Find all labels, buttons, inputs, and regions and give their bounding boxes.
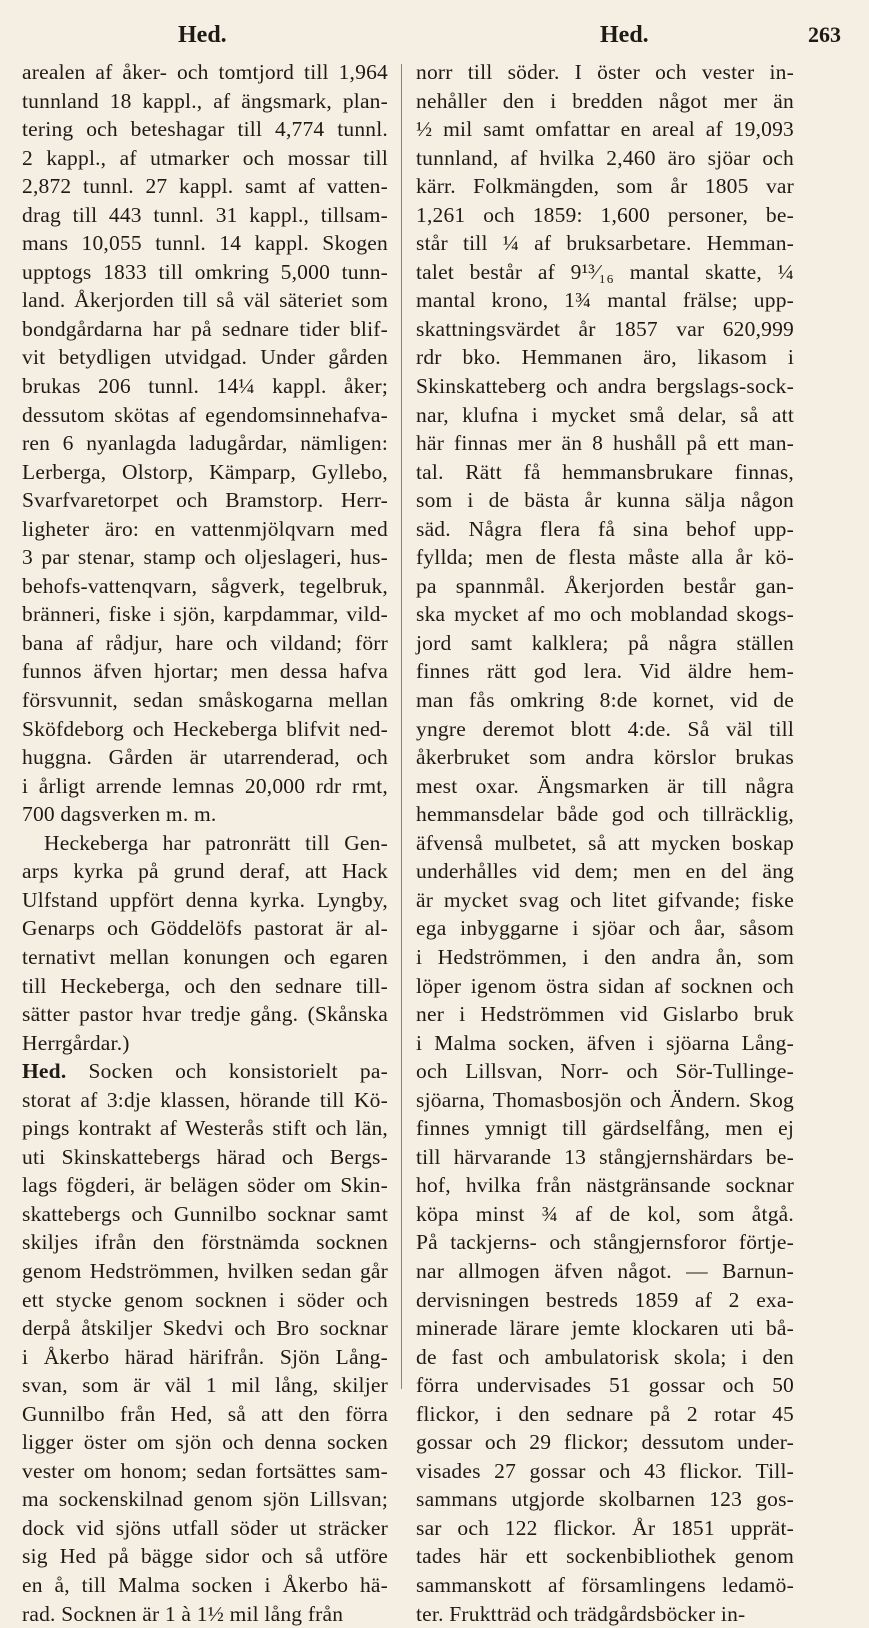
text-line: vit betydligen utvidgad. Under gården — [22, 345, 388, 370]
text-line: land. Åkerjorden till så väl säteriet som — [22, 288, 388, 313]
text-line: Genarps och Göddelöfs pastorat är al- — [22, 916, 388, 941]
text-line: i årligt arrende lemnas 20,000 rdr rmt, — [22, 773, 388, 798]
text-line: ligger öster om sjön och denna socken — [22, 1430, 388, 1455]
text-line: ter. Fruktträd och trädgårdsböcker in- — [416, 1601, 746, 1626]
text-line: gossar och 29 flickor; dessutom under- — [416, 1430, 794, 1455]
text-line: till Heckeberga, och den sednare till- — [22, 973, 388, 998]
text-line: och Lillsvan, Norr- och Sör-Tullinge- — [416, 1059, 794, 1084]
text-line: ½ mil samt omfattar en areal af 19,093 — [416, 117, 794, 142]
text-line: fyllda; men de flesta måste alla år kö- — [416, 545, 794, 570]
text-line: sammanskott af församlingens ledamö- — [416, 1572, 794, 1597]
text-line: Lerberga, Olstorp, Kämparp, Gyllebo, — [22, 459, 388, 484]
text-line: sammans utgjorde skolbarnen 123 gos- — [416, 1487, 794, 1512]
text-line: sätter pastor hvar tredje gång. (Skånska — [22, 1002, 388, 1027]
text-line: de fast och ambulatorisk skola; i den — [416, 1344, 794, 1369]
text-line: ternativt mellan konungen och egaren — [22, 944, 388, 969]
text-line: 1,261 och 1859: 1,600 personer, be- — [416, 202, 794, 227]
text-line: tering och beteshagar till 4,774 tunnl. — [22, 117, 388, 142]
text-line: äfvenså mulbetet, så att mycken boskap — [416, 830, 794, 855]
text-line: svan, som är väl 1 mil lång, skiljer — [22, 1373, 388, 1398]
text-line: åkerbruket som andra körslor brukas — [416, 745, 794, 770]
text-line: tunnland, af hvilka 2,460 äro sjöar och — [416, 145, 794, 170]
text-line: nar allmogen äfven något. — Barnun- — [416, 1258, 794, 1283]
text-line: dessutom skötas af egendomsinnehafva- — [22, 402, 388, 427]
page-number: 263 — [808, 22, 841, 47]
text-line: derpå åtskiljer Skedvi och Bro socknar — [22, 1316, 388, 1341]
column-divider — [401, 64, 402, 1389]
text-line: 2,872 tunnl. 27 kappl. samt af vatten- — [22, 174, 388, 199]
header-left-word: Hed. — [178, 22, 227, 48]
text-line: Ulfstand uppfört denna kyrka. Lyngby, — [22, 887, 388, 912]
text-line: minerade lärare jemte klockaren uti bå- — [416, 1316, 794, 1341]
text-line: rad. Socknen är 1 à 1½ mil lång från — [22, 1601, 344, 1626]
text-line: talet består af 9¹³⁄₁₆ mantal skatte, ¼ — [416, 259, 794, 284]
text-line: dervisningen bestreds 1859 af 2 exa- — [416, 1287, 794, 1312]
text-line: dock vid sjöns utfall söder ut sträcker — [22, 1515, 388, 1540]
text-line: uti Skinskattebergs härad och Bergs- — [22, 1144, 388, 1169]
right-text-column — [416, 58, 794, 1626]
text-line: är mycket svag och litet gifvande; fiske — [416, 887, 794, 912]
text-line: Skinskatteberg och andra bergslags-sock- — [416, 374, 794, 399]
text-line: mans 10,055 tunnl. 14 kappl. Skogen — [22, 231, 388, 256]
text-line: en å, till Malma socken i Åkerbo hä- — [22, 1572, 388, 1597]
text-line: löper igenom östra sidan af socknen och — [416, 973, 794, 998]
text-line: huggna. Gården är utarrenderad, och — [22, 745, 388, 770]
text-line: nar, klufna i mycket små delar, så att — [416, 402, 794, 427]
entry-keyword: Hed. — [22, 1059, 67, 1084]
text-line: Svarfvaretorpet och Bramstorp. Herr- — [22, 488, 388, 513]
text-line: här finnas mer än 8 hushåll på ett man- — [416, 431, 794, 456]
text-line: försvunnit, sedan småskogarna mellan — [22, 688, 388, 713]
text-line: Heckeberga har patronrätt till Gen- — [44, 830, 388, 855]
text-line: som i de bästa år kunna sälja någon — [416, 488, 794, 513]
text-line: behofs-vattenqvarn, sågverk, tegelbruk, — [22, 573, 388, 598]
text-line: tunnland 18 kappl., af ängsmark, plan- — [22, 88, 388, 113]
text-line: rdr bko. Hemmanen äro, likasom i — [416, 345, 794, 370]
text-line: storat af 3:dje klassen, hörande till Kö- — [22, 1087, 388, 1112]
text-line: ega inbyggarne i sjöar och åar, såsom — [416, 916, 794, 941]
text-line: sjöarna, Thomasbosjön och Ändern. Skog — [416, 1087, 794, 1112]
text-line: Hed. Socken och konsistorielt pa- — [22, 1059, 388, 1084]
text-line: kärr. Folkmängden, som år 1805 var — [416, 174, 794, 199]
text-line: finnes ymnigt till gärdselfång, men ej — [416, 1116, 794, 1141]
text-line: mantal krono, 1¾ mantal frälse; upp- — [416, 288, 794, 313]
text-line: till härvarande 13 stångjernshärdars be- — [416, 1144, 794, 1169]
text-line: i Åkerbo härad härifrån. Sjön Lång- — [22, 1344, 388, 1369]
text-line: finnes rätt god lera. Vid äldre hem- — [416, 659, 794, 684]
text-line: bana af rådjur, hare och vildand; förr — [22, 630, 388, 655]
text-line: ma sockenskilnad genom sjön Lillsvan; — [22, 1487, 388, 1512]
text-line: köpa minst ¾ af de kol, som åtgå. — [416, 1201, 794, 1226]
text-line: Herrgårdar.) — [22, 1030, 130, 1055]
text-line: På tackjerns- och stångjernsforor förtje- — [416, 1230, 794, 1255]
text-line: skiljes ifrån den förstnämda socknen — [22, 1230, 388, 1255]
text-line: mest oxar. Ängsmarken är till några — [416, 773, 794, 798]
text-line: i Hedströmmen, i den andra ån, som — [416, 944, 794, 969]
running-header — [0, 22, 869, 52]
text-line: pings kontrakt af Westerås stift och län, — [22, 1116, 388, 1141]
text-line: man fås omkring 8:de kornet, vid de — [416, 688, 794, 713]
text-line: funnos äfven hjortar; men dessa hafva — [22, 659, 388, 684]
text-line: skattebergs och Gunnilbo socknar samt — [22, 1201, 388, 1226]
text-line: tades här ett sockenbibliothek genom — [416, 1544, 794, 1569]
text-line: hemmansdelar både god och tillräcklig, — [416, 802, 794, 827]
text-line: sar och 122 flickor. År 1851 upprät- — [416, 1515, 794, 1540]
left-text-column — [22, 58, 388, 1626]
text-line: ska mycket af mo och moblandad skogs- — [416, 602, 794, 627]
text-line: ren 6 nyanlagda ladugårdar, nämligen: — [22, 431, 388, 456]
text-line: Gunnilbo från Hed, så att den förra — [22, 1401, 388, 1426]
text-line: hof, hvilka från nästgränsande socknar — [416, 1173, 794, 1198]
text-line: brukas 206 tunnl. 14¼ kappl. åker; — [22, 374, 388, 399]
text-line: Sköfdeborg och Heckeberga blifvit ned- — [22, 716, 388, 741]
text-line: 2 kappl., af utmarker och mossar till — [22, 145, 388, 170]
text-line: visades 27 gossar och 43 flickor. Till- — [416, 1458, 794, 1483]
text-line: arps kyrka på grund deraf, att Hack — [22, 859, 388, 884]
text-line: upptogs 1833 till omkring 5,000 tunn- — [22, 259, 388, 284]
text-line: ett stycke genom socknen i söder och — [22, 1287, 388, 1312]
text-line: pa spannmål. Åkerjorden består gan- — [416, 573, 794, 598]
text-line: sig Hed på bägge sidor och så utföre — [22, 1544, 388, 1569]
text-line: flickor, i den sednare på 2 rotar 45 — [416, 1401, 794, 1426]
text-line: yngre deremot blott 4:de. Så väl till — [416, 716, 794, 741]
text-line: tal. Rätt få hemmansbrukare finnas, — [416, 459, 794, 484]
header-right-word: Hed. — [600, 22, 649, 48]
text-line: 700 dagsverken m. m. — [22, 802, 217, 827]
text-line: bondgårdarna har på sednare tider blif- — [22, 316, 388, 341]
text-line: står till ¼ af bruksarbetare. Hemman- — [416, 231, 794, 256]
text-line: nehåller den i bredden något mer än — [416, 88, 794, 113]
text-line: genom Hedströmmen, hvilken sedan går — [22, 1258, 388, 1283]
text-line: arealen af åker- och tomtjord till 1,964 — [22, 60, 388, 84]
text-line: underhålles vid dem; men en del äng — [416, 859, 794, 884]
text-line: säd. Några flera få sina behof upp- — [416, 516, 794, 541]
text-line: ligheter äro: en vattenmjölqvarn med — [22, 516, 388, 541]
text-line: ner i Hedströmmen vid Gislarbo bruk — [416, 1002, 794, 1027]
text-line: skattningsvärdet år 1857 var 620,999 — [416, 316, 794, 341]
text-line: lags fögderi, är belägen söder om Skin- — [22, 1173, 388, 1198]
text-line: i Malma socken, äfven i sjöarna Lång- — [416, 1030, 794, 1055]
text-line: norr till söder. I öster och vester in- — [416, 60, 794, 84]
text-line: drag till 443 tunnl. 31 kappl., tillsam- — [22, 202, 388, 227]
text-line: vester om honom; sedan fortsättes sam- — [22, 1458, 388, 1483]
text-line: bränneri, fiske i sjön, karpdammar, vild- — [22, 602, 388, 627]
text-line: förra undervisades 51 gossar och 50 — [416, 1373, 794, 1398]
text-line: jord samt kalklera; på några ställen — [416, 630, 794, 655]
text-line: 3 par stenar, stamp och oljeslageri, hus- — [22, 545, 388, 570]
